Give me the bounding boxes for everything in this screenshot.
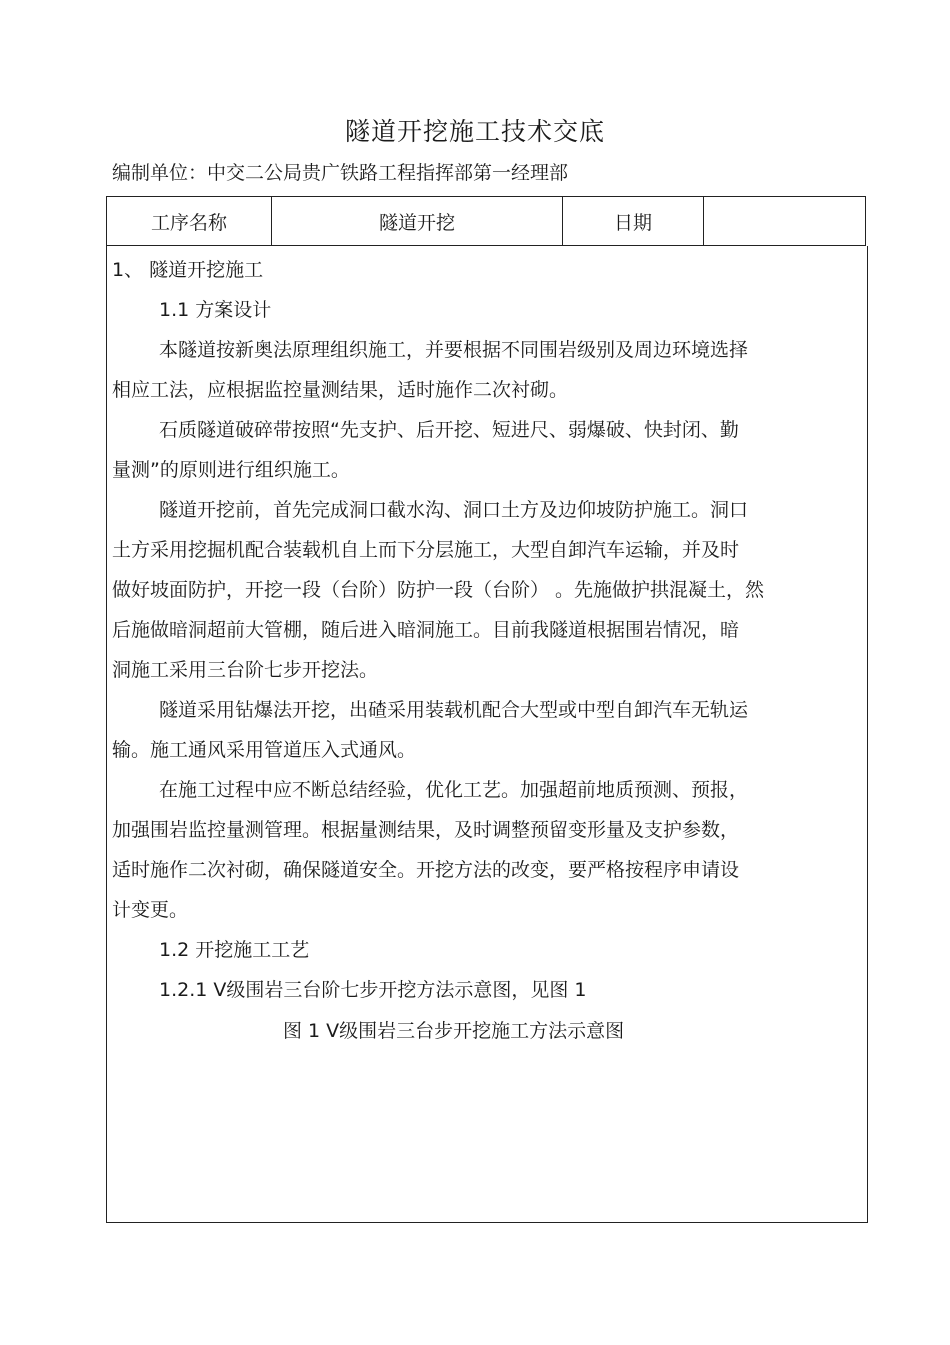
paragraph-line: 适时施作二次衬砌，确保隧道安全。开挖方法的改变，要严格按程序申请设 [112, 859, 740, 881]
paragraph-line: 输。施工通风采用管道压入式通风。 [112, 739, 417, 761]
procedure-value: 隧道开挖 [272, 197, 563, 245]
paragraph-line: 本隧道按新奥法原理组织施工，并要根据不同围岩级别及周边环境选择 [159, 339, 749, 361]
subsection-heading: 1.1 方案设计 [159, 299, 272, 321]
date-label: 日期 [563, 197, 704, 245]
paragraph-line: 做好坡面防护，开挖一段（台阶）防护一段（台阶） 。先施做护拱混凝土，然 [112, 579, 765, 601]
paragraph-line: 隧道采用钻爆法开挖，出碴采用装载机配合大型或中型自卸汽车无轨运 [159, 699, 749, 721]
paragraph-line: 土方采用挖掘机配合装载机自上而下分层施工，大型自卸汽车运输，并及时 [112, 539, 740, 561]
paragraph-line: 洞施工采用三台阶七步开挖法。 [112, 659, 379, 681]
procedure-label: 工序名称 [107, 197, 272, 245]
paragraph-line: 加强围岩监控量测管理。根据量测结果，及时调整预留变形量及支护参数， [112, 819, 740, 841]
document-title: 隧道开挖施工技术交底 [344, 117, 605, 146]
figure-caption: 图 1 V级围岩三台步开挖施工方法示意图 [283, 1020, 625, 1042]
paragraph-line: 在施工过程中应不断总结经验，优化工艺。加强超前地质预测、预报， [159, 779, 749, 801]
date-value [704, 197, 865, 245]
paragraph-line: 计变更。 [112, 899, 189, 921]
subsubsection-heading: 1.2.1 V级围岩三台阶七步开挖方法示意图，见图 1 [159, 979, 587, 1001]
paragraph-line: 量测”的原则进行组织施工。 [112, 459, 350, 481]
subsection-heading: 1.2 开挖施工工艺 [159, 939, 310, 961]
compiling-unit: 编制单位：中交二公局贵广铁路工程指挥部第一经理部 [112, 162, 569, 184]
header-table [106, 196, 866, 246]
paragraph-line: 隧道开挖前，首先完成洞口截水沟、洞口土方及边仰坡防护施工。洞口 [159, 499, 749, 521]
paragraph-line: 后施做暗洞超前大管棚，随后进入暗洞施工。目前我隧道根据围岩情况，暗 [112, 619, 740, 641]
paragraph-line: 相应工法，应根据监控量测结果，适时施作二次衬砌。 [112, 379, 569, 401]
section-heading: 1、 隧道开挖施工 [112, 259, 264, 281]
paragraph-line: 石质隧道破碎带按照“先支护、后开挖、短进尺、弱爆破、快封闭、勤 [159, 419, 739, 441]
